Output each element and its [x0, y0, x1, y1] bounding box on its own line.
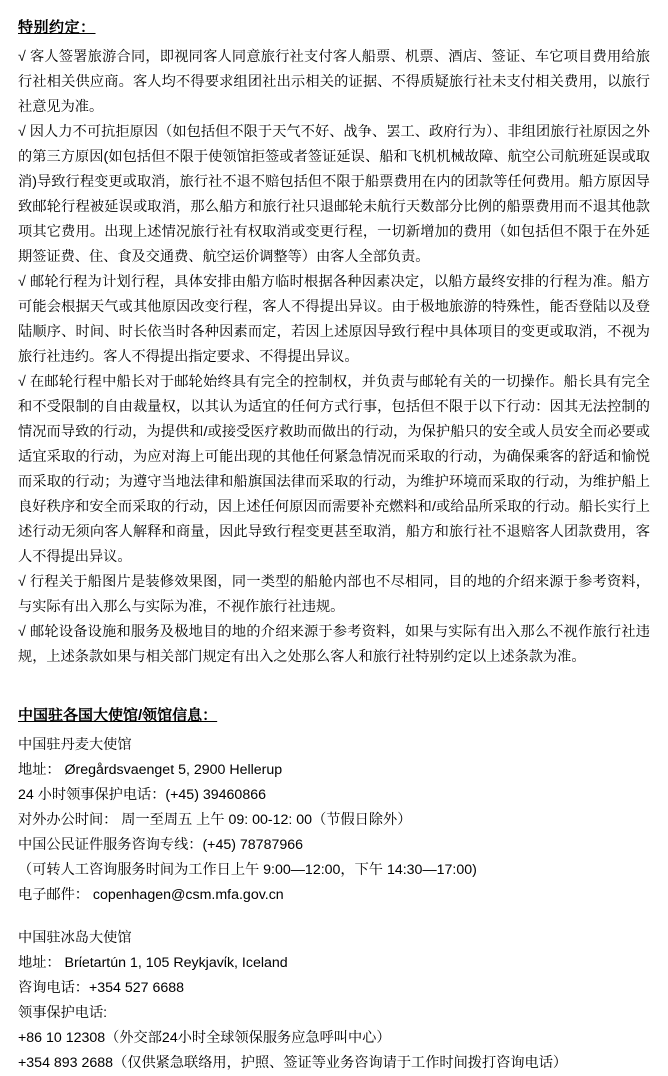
embassy-hotline-note: （可转人工咨询服务时间为工作日上午 9:00—12:00，下午 14:30—17:00): [18, 862, 477, 878]
embassy-address: 地址： Øregårdsvaenget 5, 2900 Hellerup: [18, 762, 283, 778]
special-terms-title: 特别约定：: [18, 19, 96, 36]
embassy-email: 电子邮件： copenhagen@csm.mfa.gov.cn: [18, 887, 284, 903]
clause-paragraph: √ 行程关于船图片是装修效果图，同一类型的船舱内部也不尽相同，目的地的介绍来源于参考资料，与实际有出入那么与实际为准，不视作旅行社违规。: [18, 574, 650, 615]
embassy-protection-phone-local: +354 893 2688（仅供紧急联络用，护照、签证等业务咨询请于工作时间拨打咨询电话）: [18, 1055, 568, 1071]
embassy-entry: [18, 733, 650, 908]
embassy-consult-phone: 咨询电话：+354 527 6688: [18, 980, 185, 996]
embassy-entry: [18, 926, 650, 1076]
clause-paragraph: √ 邮轮行程为计划行程，具体安排由船方临时根据各种因素决定，以船方最终安排的行程为准。船方可能会根据天气或其他原因改变行程，客人不得提出异议。由于极地旅游的特殊性，能否登陆以及登陆顺序、时间、时长依当时各种因素而定，若因上述原因导致行程中具体项目的变更或取消，不视为旅行社违约。客人不得提出指定要求、不得提出异议。: [18, 274, 650, 365]
embassy-address: 地址： Brίetartún 1, 105 Reykjavίk, Iceland: [18, 955, 288, 971]
embassy-name: 中国驻丹麦大使馆: [18, 737, 132, 753]
section-spacer: [18, 670, 650, 690]
embassy-document-hotline: 中国公民证件服务咨询专线：(+45) 78787966: [18, 837, 304, 853]
embassy-protection-phone-label: 领事保护电话:: [18, 1005, 108, 1021]
embassy-info-title: 中国驻各国大使馆/领馆信息：: [18, 707, 218, 724]
embassy-office-hours: 对外办公时间： 周一至周五 上午 09: 00-12: 00（节假日除外）: [18, 812, 412, 828]
clause-paragraph: √ 邮轮设备设施和服务及极地目的地的介绍来源于参考资料，如果与实际有出入那么不视作旅行社违规，上述条款如果与相关部门规定有出入之处那么客人和旅行社特别约定以上述条款为准。: [18, 624, 650, 665]
embassy-spacer: [18, 908, 650, 926]
clause-paragraph: √ 客人签署旅游合同，即视同客人同意旅行社支付客人船票、机票、酒店、签证、车它项目费用给旅行社相关供应商。客人均不得要求组团社出示相关的证据、不得质疑旅行社未支付相关费用，以旅行社意见为准。: [18, 49, 650, 115]
embassy-emergency-phone: 24 小时领事保护电话：(+45) 39460866: [18, 787, 266, 803]
embassy-name: 中国驻冰岛大使馆: [18, 930, 132, 946]
clause-paragraph: √ 在邮轮行程中船长对于邮轮始终具有完全的控制权，并负责与邮轮有关的一切操作。船长具有完全和不受限制的自由裁量权，以其认为适宜的任何方式行事，包括但不限于以下行动：因其无法控制的情况而导致的行动，为提供和/或接受医疗救助而做出的行动，为保护船只的安全或人员安全而必要或适宜采取的行动，为应对海上可能出现的其他任何紧急情况而采取的行动，为确保乘客的舒适和愉悦而采取的行动；为遵守当地法律和船旗国法律而采取的行动，为维护环境而采取的行动，为维护船上良好秩序和安全而采取的行动，因上述任何原因而需要补充燃料和/或给品所采取的行动。船长实行上述行动无须向客人解释和商量，因此导致行程变更甚至取消，船方和旅行社不退赔客人团款费用，客人不得提出异议。: [18, 374, 650, 565]
clause-paragraph: √ 因人力不可抗拒原因（如包括但不限于天气不好、战争、罢工、政府行为）、非组团旅行社原因之外的第三方原因(如包括但不限于使领馆拒签或者签证延误、船和飞机机械故障、航空公司航班延误或取消)导致行程变更或取消，旅行社不退不赔包括但不限于船票费用在内的团款等任何费用。船方原因导致邮轮行程被延误或取消，那么船方和旅行社只退邮轮未航行天数部分比例的船票费用而不退其他款项其它费用。出现上述情况旅行社有权取消或变更行程，一切新增加的费用（如包括但不限于在外延期签证费、住、食及交通费、航空运价调整等）由客人全部负责。: [18, 124, 650, 265]
embassy-protection-phone-cn: +86 10 12308（外交部24小时全球领保服务应急呼叫中心）: [18, 1030, 391, 1046]
